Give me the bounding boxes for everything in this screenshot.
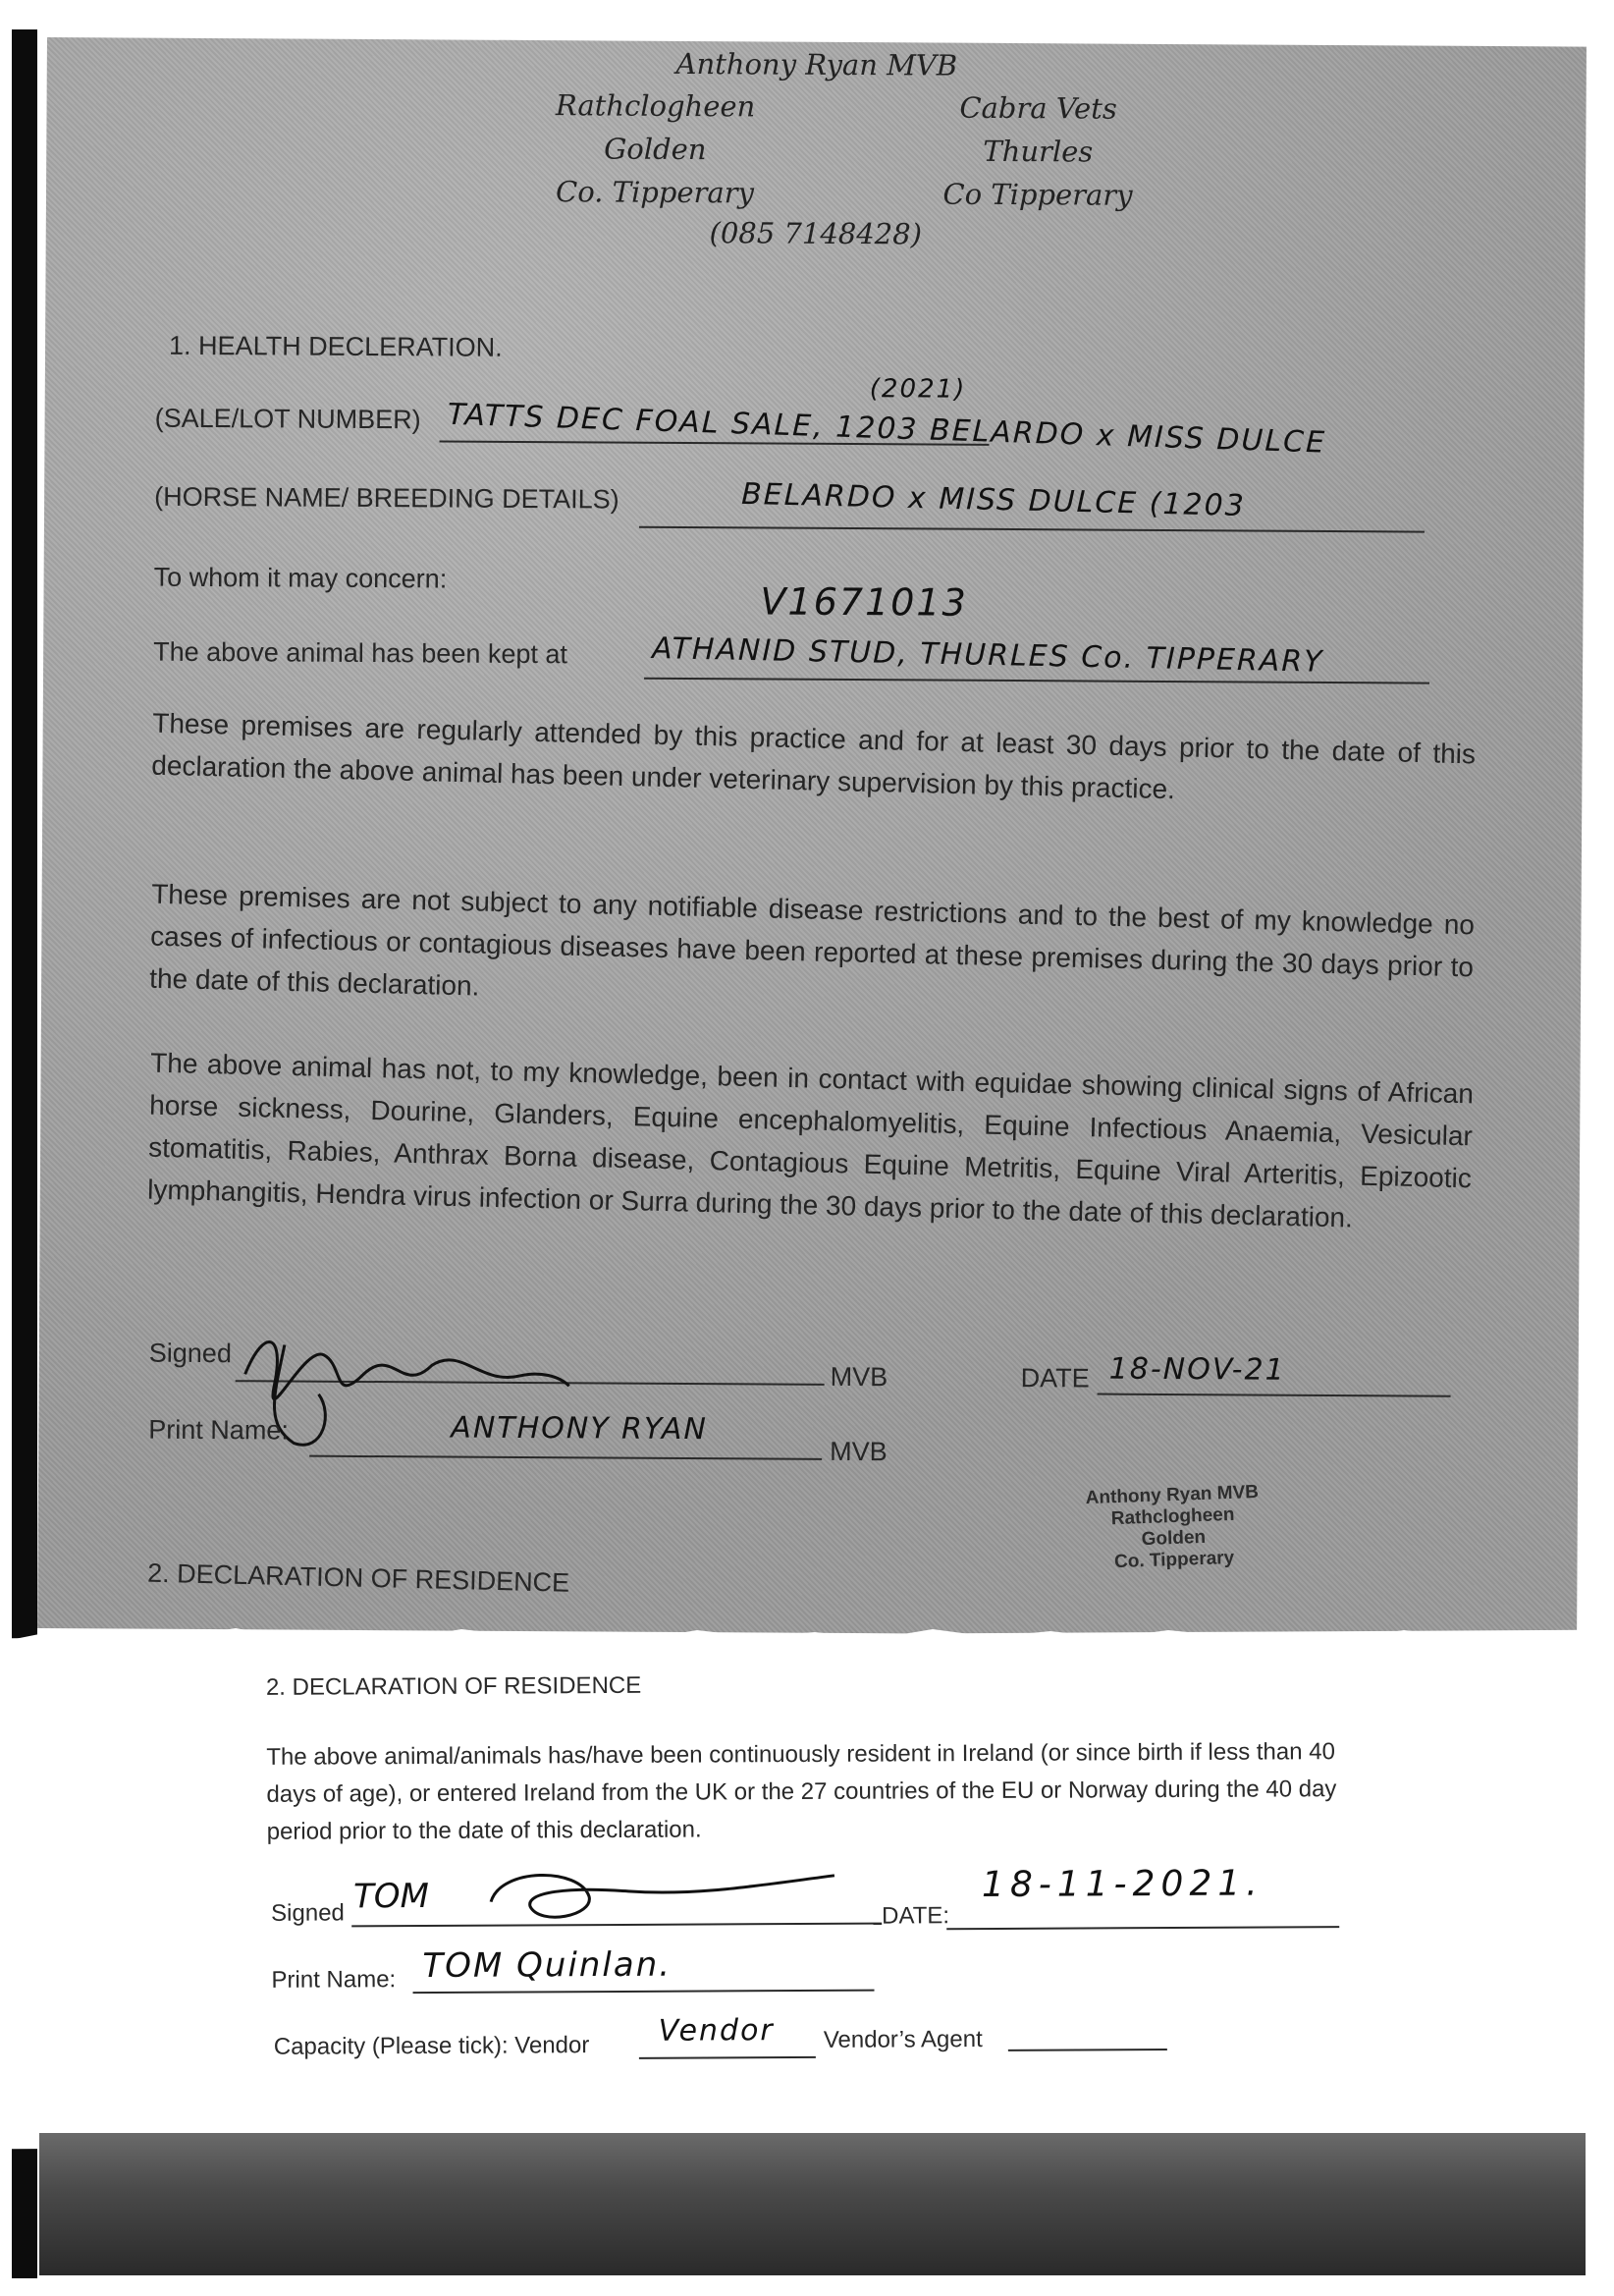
right-address-line: Co Tipperary (942, 177, 1133, 212)
scan-bottom-shadow (39, 2133, 1586, 2275)
right-address-line: Cabra Vets (959, 90, 1117, 126)
sale-lot-handwritten: TATTS DEC FOAL SALE, 1203 BELARDO x MISS DULCE (447, 397, 1327, 461)
to-whom-label: To whom it may concern: (153, 562, 448, 594)
residence-date-handwritten: 18-11-2021. (981, 1863, 1264, 1906)
sale-year-handwritten: (2021) (869, 374, 967, 405)
letterhead-phone: (085 7148428) (709, 216, 923, 251)
kept-at-handwritten: ATHANID STUD, THURLES Co. TIPPERARY (651, 631, 1324, 680)
stamp-line: Anthony Ryan MVB (1085, 1481, 1260, 1509)
vet-stamp (1059, 1481, 1288, 1575)
vendors-agent-label: Vendor’s Agent (823, 2026, 983, 2053)
residence-print-name-line (413, 1990, 875, 1994)
date-label: DATE (1020, 1363, 1090, 1394)
health-declaration-sheet (37, 37, 1587, 1638)
vendor-signature-drawing (344, 1856, 854, 1947)
health-heading: 1. HEALTH DECLERATION. (168, 330, 503, 362)
print-name-handwritten: ANTHONY RYAN (451, 1410, 709, 1448)
print-name-label: Print Name: (148, 1414, 289, 1446)
residence-body: The above animal/animals has/have been continuously resident in Ireland (or since birth if less than 40 days of age), or entered Ireland from the UK or the 27 countries of the EU or Norway during the 40 day period prior to the date of this declaration. (266, 1738, 1337, 1845)
vendors-agent-line (1008, 2049, 1167, 2051)
reference-handwritten: V1671013 (760, 579, 968, 625)
capacity-vendor-handwritten: Vendor (658, 2013, 775, 2049)
residence-declaration-sheet (9, 1630, 1592, 2149)
print-name-mvb: MVB (830, 1436, 888, 1467)
sale-lot-label: (SALE/LOT NUMBER) (154, 403, 421, 435)
signed-mvb: MVB (830, 1361, 888, 1393)
residence-heading: 2. DECLARATION OF RESIDENCE (265, 1671, 642, 1701)
capacity-vendor-line (639, 2056, 816, 2059)
right-address-line: Thurles (983, 134, 1094, 169)
stamp-line: Golden (1141, 1526, 1207, 1551)
print-name-line (309, 1455, 822, 1460)
horse-name-handwritten: BELARDO x MISS DULCE (1203 (740, 476, 1247, 523)
horse-name-line (639, 526, 1425, 533)
residence-signed-label: Signed (271, 1899, 345, 1927)
residence-print-name-label: Print Name: (271, 1966, 397, 1994)
residence-print-name-handwritten: TOM Quinlan. (422, 1944, 672, 1987)
left-address-line: Golden (604, 132, 707, 167)
svg-text:TOM: TOM (352, 1876, 430, 1917)
residence-heading-partial: 2. DECLARATION OF RESIDENCE (146, 1558, 570, 1598)
stamp-line: Rathclogheen (1110, 1503, 1235, 1530)
stamp-line: Co. Tipperary (1113, 1547, 1235, 1573)
letterhead-right-address (890, 85, 1186, 217)
health-paragraph-3: The above animal has not, to my knowledge, been in contact with equidae showing clinical signs of African horse sickness, Dourine, Glanders, Equine encephalomyelitis, Equine Infectious Anaemia, Vesicular stomatitis, Rabies, Anthrax Borna disease, Contagious Equine Metritis, Equine Viral Arteritis, Epizootic lymphangitis, Hendra virus infection or Surra during the 30 days prior to the date of this declaration. (146, 1047, 1475, 1233)
capacity-label: Capacity (Please tick): Vendor (273, 2032, 590, 2060)
date-line (1098, 1394, 1451, 1397)
date-handwritten: 18-NOV-21 (1108, 1351, 1286, 1388)
left-address-line: Co. Tipperary (555, 175, 755, 210)
letterhead-name: Anthony Ryan MVB (675, 46, 958, 82)
letterhead-left-address (508, 83, 803, 215)
kept-at-label: The above animal has been kept at (153, 636, 568, 670)
left-address-line: Rathclogheen (555, 88, 756, 124)
health-paragraph-2: These premises are not subject to any notifiable disease restrictions and to the best of my knowledge no cases of infectious or contagious diseases have been reported at these premises during the 30 days prior to the date of this declaration. (148, 878, 1476, 1002)
residence-date-label: DATE: (882, 1902, 950, 1930)
residence-date-line (946, 1926, 1339, 1930)
signed-label: Signed (148, 1338, 232, 1369)
health-paragraph-1: These premises are regularly attended by this practice and for at least 30 days prior to the date of this declaration the above animal has been under veterinary supervision by this practice. (150, 707, 1477, 805)
horse-name-label: (HORSE NAME/ BREEDING DETAILS) (154, 481, 619, 515)
